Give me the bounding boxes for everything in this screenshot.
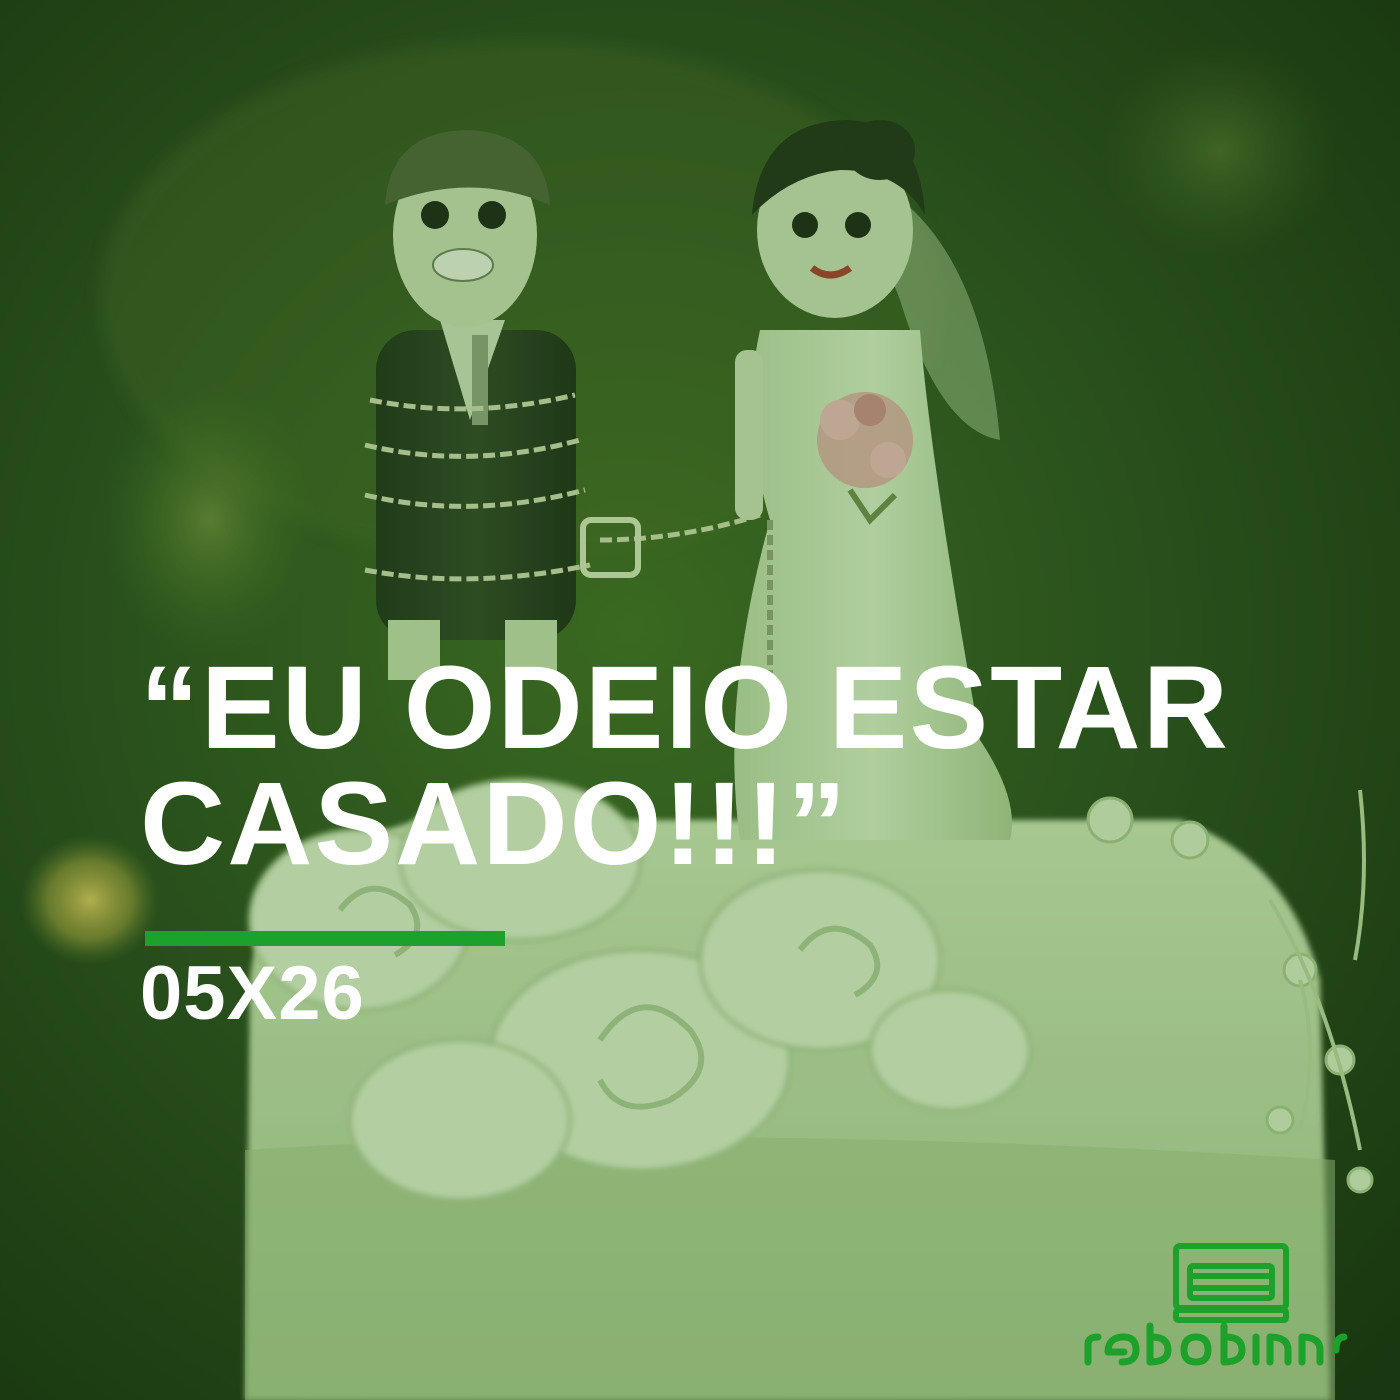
rebobinando-wordmark	[1088, 1326, 1344, 1362]
vhs-tape-icon	[1176, 1246, 1286, 1320]
rebobinando-logo	[1078, 1240, 1348, 1370]
title-line-2: CASADO!!!”	[140, 758, 849, 890]
accent-underline	[145, 931, 505, 946]
episode-number: 05X26	[140, 951, 365, 1036]
episode-title	[140, 642, 1230, 890]
title-line-1: “EU ODEIO ESTAR	[140, 642, 1230, 774]
